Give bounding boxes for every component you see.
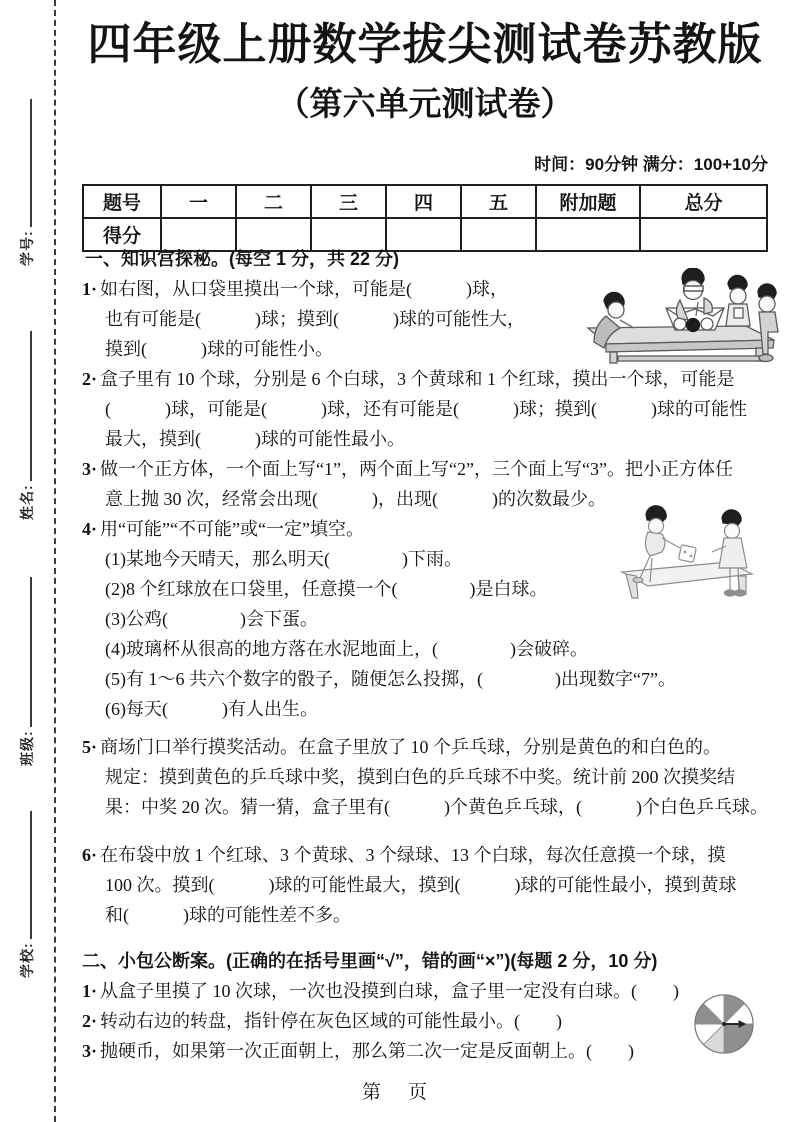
q4-item6: (6)每天( )有人出生。	[105, 699, 318, 719]
q2-line1: 2· 盒子里有 10 个球，分别是 6 个白球，3 个黄球和 1 个红球，摸出一个球，可能是	[82, 369, 735, 389]
blindfold	[684, 286, 703, 291]
q4-line1: 4· 用“可能”“不可能”或“一定”填空。	[82, 519, 364, 539]
q5-line3: 果：中奖 20 次。猜一猜，盒子里有( )个黄色乒乓球，( )个白色乒乓球。	[105, 797, 768, 817]
section1-heading: 一、知识宫探秘。(每空 1 分，共 22 分)	[85, 249, 400, 269]
section2-q3: 3· 抛硬币，如果第一次正面朝上，那么第二次一定是反面朝上。( )	[82, 1041, 635, 1061]
q1-line2: 也有可能是( )球；摸到( )球的可能性大，	[105, 309, 525, 329]
paper-title: 四年级上册数学拔尖测试卷苏教版	[87, 20, 763, 69]
q5-number: 5·	[82, 737, 98, 757]
section2-q2-number: 2·	[82, 1011, 98, 1031]
q6-number: 6·	[82, 845, 98, 865]
time-and-score-info: 时间：90分钟 满分：100+10分	[534, 155, 768, 174]
q1-line1: 1· 如右图，从口袋里摸出一个球，可能是( )球，	[82, 279, 509, 299]
q1-line3: 摸到( )球的可能性小。	[105, 339, 333, 359]
q3-line2: 意上抛 30 次，经常会出现( )，出现( )的次数最少。	[105, 489, 606, 509]
section2-q1: 1· 从盒子里摸了 10 次球，一次也没摸到白球，盒子里一定没有白球。( )	[82, 981, 680, 1001]
q4-item2: (2)8 个红球放在口袋里，任意摸一个( )是白球。	[105, 579, 548, 599]
student-name-field	[16, 331, 37, 520]
school-label: 学校:	[19, 942, 35, 978]
q2-line2: ( )球，可能是( )球，还有可能是( )球；摸到( )球的可能性	[105, 399, 747, 419]
q5-line1: 5· 商场门口举行摸奖活动。在盒子里放了 10 个乒乓球，分别是黄色的和白色的。	[82, 737, 722, 757]
q3-line1: 3· 做一个正方体，一个面上写“1”，两个面上写“2”，三个面上写“3”。把小正方体任	[82, 459, 733, 479]
student-id-label: 学号:	[19, 230, 35, 266]
score-header-cell: 一	[161, 185, 236, 218]
score-header-cell: 附加题	[536, 185, 640, 218]
questions-area	[82, 244, 782, 1066]
q3-number: 3·	[82, 459, 98, 479]
score-header-cell: 二	[236, 185, 311, 218]
q4-number: 4·	[82, 519, 98, 539]
section2-q2: 2· 转动右边的转盘，指针停在灰色区域的可能性最小。( )	[82, 1011, 563, 1031]
paper-subtitle: （第六单元测试卷）	[276, 85, 574, 122]
q4-item1: (1)某地今天晴天，那么明天( )下雨。	[105, 549, 462, 569]
score-table-header-row	[83, 185, 767, 218]
student-name-blank-line	[16, 331, 32, 481]
q2-number: 2·	[82, 369, 98, 389]
student-id-blank-line	[16, 99, 32, 227]
score-header-cell: 三	[311, 185, 386, 218]
q1-number: 1·	[82, 279, 98, 299]
student-name-label: 姓名:	[19, 484, 35, 520]
class-field	[16, 577, 37, 766]
q5-line2: 规定：摸到黄色的乒乓球中奖，摸到白色的乒乓球不中奖。统计前 200 次摸奖结	[105, 767, 735, 787]
q2-line3: 最大，摸到( )球的可能性最小。	[105, 429, 405, 449]
score-header-cell: 五	[461, 185, 536, 218]
spinner-wheel	[692, 993, 756, 1055]
children-drawing-balls-illustration	[576, 268, 786, 364]
q4-item4: (4)玻璃杯从很高的地方落在水泥地面上，( )会破碎。	[105, 639, 588, 659]
q4-item3: (3)公鸡( )会下蛋。	[105, 609, 318, 629]
section2-q3-number: 3·	[82, 1041, 98, 1061]
q4-item5: (5)有 1～6 共六个数字的骰子，随便怎么投掷，( )出现数字“7”。	[105, 669, 676, 689]
children-tossing-cube-illustration	[606, 498, 762, 602]
class-label: 班级:	[19, 730, 35, 766]
school-field	[16, 811, 37, 978]
score-header-cell: 总分	[640, 185, 767, 218]
binding-dashed-line	[54, 0, 56, 1122]
section2-q1-number: 1·	[82, 981, 98, 1001]
q6-line1: 6· 在布袋中放 1 个红球、3 个黄球、3 个绿球、13 个白球，每次任意摸一个球，摸	[82, 845, 726, 865]
score-row-label: 得分	[83, 218, 161, 251]
q6-line3: 和( )球的可能性差不多。	[105, 905, 351, 925]
page-number-footer: 第 页	[361, 1082, 431, 1103]
student-id-field	[16, 99, 37, 266]
section2-heading: 二、小包公断案。(正确的在括号里画“√”，错的画“×”)(每题 2 分，10 分)	[82, 951, 658, 971]
score-table	[82, 184, 768, 252]
school-blank-line	[16, 811, 32, 939]
score-header-cell: 四	[386, 185, 461, 218]
class-blank-line	[16, 577, 32, 727]
q6-line2: 100 次。摸到( )球的可能性最大，摸到( )球的可能性最小，摸到黄球	[105, 875, 737, 895]
score-header-cell: 题号	[83, 185, 161, 218]
